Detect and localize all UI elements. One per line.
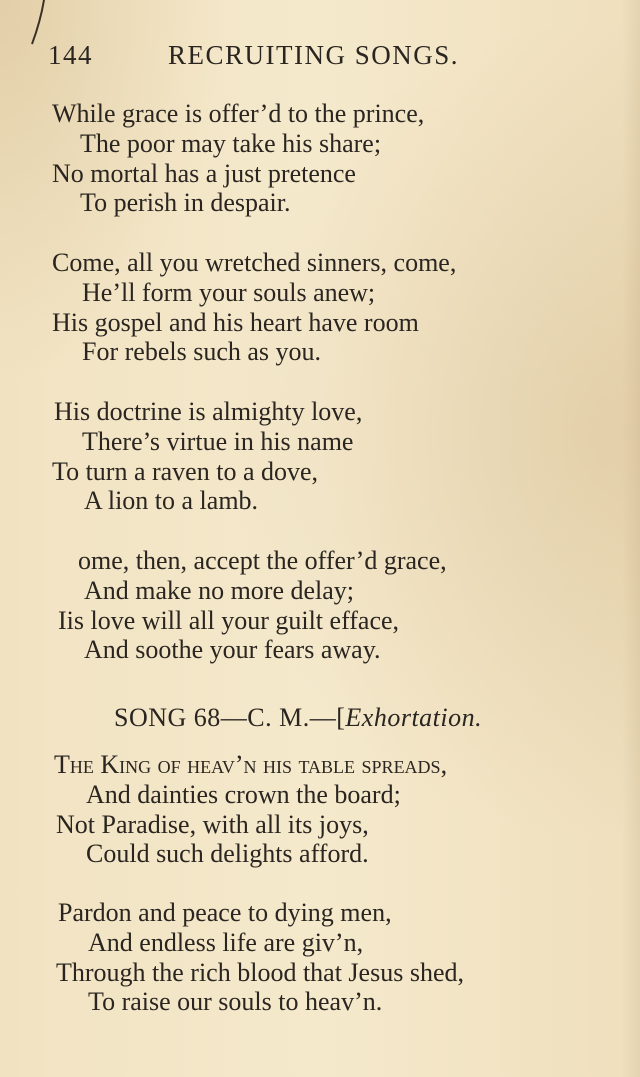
- stanza-3: [0, 397, 640, 516]
- verse-line: While grace is offer’d to the prince,: [52, 99, 425, 128]
- verse-line: To turn a raven to a dove,: [52, 456, 319, 486]
- verse-line: For rebels such as you.: [82, 337, 322, 367]
- verse-line: The King of heav’n his table spreads,: [54, 750, 448, 779]
- verse-line: No mortal has a just pretence: [52, 158, 356, 188]
- verse-line: And endless life are giv’n,: [88, 927, 364, 957]
- verse-line: The poor may take his share;: [80, 128, 382, 158]
- verse-line: ome, then, accept the offer’d grace,: [78, 546, 447, 575]
- pencil-mark-icon: [20, 0, 50, 50]
- section-title: RECRUITING SONGS.: [168, 40, 460, 70]
- verse-line: His doctrine is almighty love,: [54, 397, 363, 426]
- verse-line: His gospel and his heart have room: [52, 307, 419, 337]
- stanza-1: [0, 99, 640, 218]
- verse-line: And soothe your fears away.: [84, 635, 381, 665]
- verse-line: Pardon and peace to dying men,: [58, 898, 392, 927]
- stanza-4: [0, 546, 640, 665]
- song-number: SONG 68—C. M.—[: [114, 703, 346, 732]
- verse-line: Iis love will all your guilt efface,: [58, 605, 400, 635]
- verse-line: And make no more delay;: [84, 575, 355, 605]
- stanza-5: [0, 750, 640, 869]
- verse-line: A lion to a lamb.: [84, 486, 259, 516]
- page-number: 144: [48, 40, 93, 70]
- verse-line: Could such delights afford.: [86, 839, 369, 869]
- verse-line: And dainties crown the board;: [86, 779, 401, 809]
- stanza-2: [0, 248, 640, 367]
- song-subject: Exhortation.: [345, 703, 483, 732]
- stanza-6: [0, 898, 640, 1017]
- verse-line: Not Paradise, with all its joys,: [56, 809, 369, 839]
- verse-line: There’s virtue in his name: [82, 426, 354, 456]
- song-heading: [114, 703, 482, 733]
- verse-line: He’ll form your souls anew;: [82, 277, 376, 307]
- verse-line: Through the rich blood that Jesus shed,: [56, 957, 464, 987]
- verse-line: Come, all you wretched sinners, come,: [52, 248, 457, 277]
- verse-line: To perish in despair.: [80, 188, 291, 218]
- page-edge-shadow: [622, 0, 640, 1077]
- verse-line: To raise our souls to heav’n.: [88, 987, 383, 1017]
